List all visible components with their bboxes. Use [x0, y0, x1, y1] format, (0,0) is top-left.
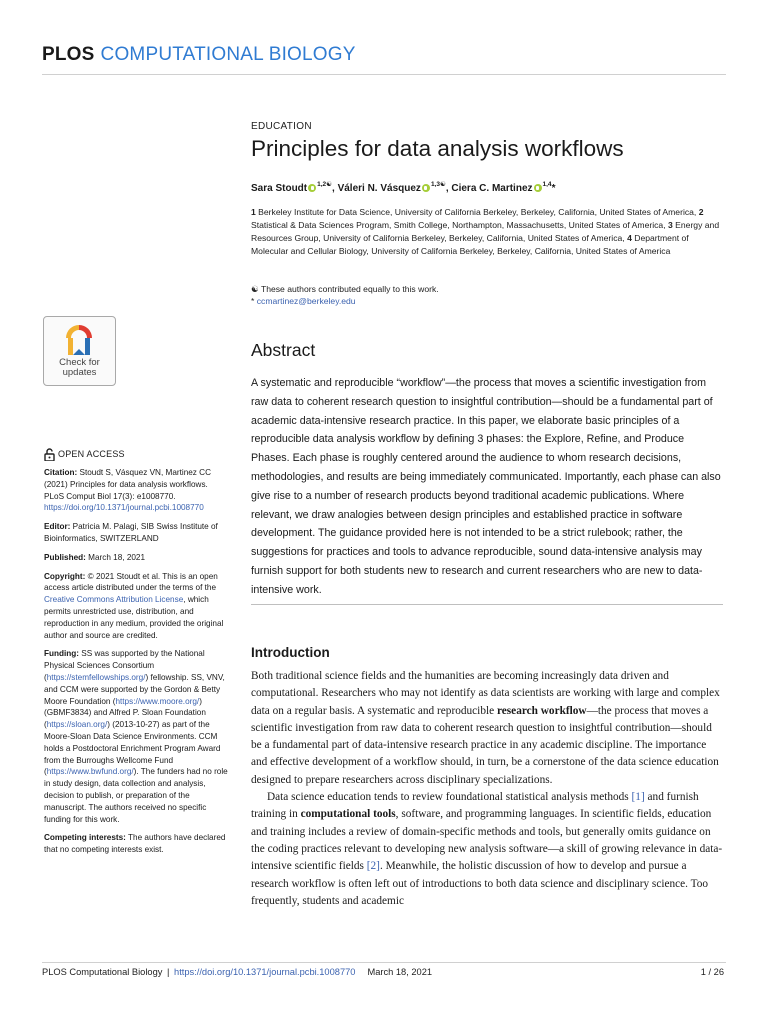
abstract-heading: Abstract [251, 340, 316, 360]
open-access-label [44, 448, 230, 461]
citation-block [44, 467, 230, 514]
author-separator: , [445, 183, 452, 194]
funding-text: ). The funders had no role in study design, data collection and analysis, decision to publish, or preparation of the manuscript. The authors received no specific funding for this work. [44, 767, 228, 824]
published-label: Published: [44, 552, 86, 562]
intro-text: —the process that moves a scientific investigation from raw data to coherent research question to insightful contribution—should be a fundamental part of data-intensive research practice in any academic discipline. The importance and effective development of a workflow should, in turn, be a cornerstone of the data science education designed to prepare researchers across disciplinary specializations. [251, 704, 719, 786]
intro-text: . Meanwhile, the holistic discussion of how to develop and pursue a research workflow is often left out of introductions to both data science and disciplinary science. Too frequently, students and academic [251, 860, 709, 907]
equal-contribution-text: These authors contributed equally to this work. [260, 284, 439, 294]
intro-text: , software, and programming languages. In scientific fields, education and training includes a review of domain-specific methods and tools, but generally omits guidance on the coding practices relevant to developing new analysis software—a skill of growing relevance in data-intensive scientific fields [251, 808, 723, 873]
orcid-icon[interactable] [534, 184, 542, 192]
citation-text: Stoudt S, Vásquez VN, Martinez CC (2021) Principles for data analysis workflows. PLoS Comput Biol 17(3): e1008770. [44, 468, 211, 501]
citation-doi-link[interactable]: https://doi.org/10.1371/journal.pcbi.1008770 [44, 503, 204, 513]
journal-name: COMPUTATIONAL BIOLOGY [100, 44, 356, 65]
reference-link[interactable]: [2] [366, 860, 380, 873]
copyright-label: Copyright: [44, 571, 86, 581]
competing-interests-text: The authors have declared that no competing interests exist. [44, 833, 226, 855]
affiliation-number: 4 [627, 233, 632, 243]
citation-label: Citation: [44, 468, 78, 477]
competing-interests-block [44, 832, 230, 856]
orcid-icon[interactable] [308, 184, 316, 192]
affiliation-number: 1 [251, 207, 256, 217]
editor-label: Editor: [44, 522, 71, 532]
footer-date: March 18, 2021 [367, 967, 433, 977]
email-mark: * [251, 296, 255, 306]
check-updates-line2: updates [62, 367, 97, 378]
check-updates-icon [64, 323, 94, 357]
abstract-text: A systematic and reproducible “workflow”—the process that moves a scientific investigation from raw data to coherent research question to insightful contribution—should be a fundamental part of academic data-intensive research practice. In this paper, we elaborate basic principles of a reproducible data analysis workflow by defining 3 phases: the Explore, Refine, and Produce Phases. Each phase is roughly centered around the audience to whom research decisions, methodologies, and results are being immediately communicated. Importantly, each phase can also give rise to a number of research products beyond traditional academic publications. Where relevant, we draw analogies between design principles and established practice in software development. The guidance provided here is not intended to be a strict rulebook; rather, the suggestions for practices and tools to advance reproducible, sound data-intensive analysis may furnish support for both students new to research and current researchers who are new to data-intensive work. [251, 377, 721, 596]
author-notes [251, 283, 721, 307]
intro-paragraph-2 [251, 789, 723, 910]
intro-paragraph-1 [251, 668, 723, 789]
footer-divider [42, 962, 726, 963]
footer-citation [42, 967, 432, 977]
author-list [251, 180, 555, 194]
author-affiliation-marks: 1,2☯ [317, 181, 332, 188]
reference-link[interactable]: [1] [631, 791, 645, 804]
footer-separator: | [167, 967, 170, 977]
funding-link[interactable]: https://www.bwfund.org/ [46, 767, 134, 777]
journal-brand: PLOS [42, 44, 95, 65]
journal-header [42, 44, 356, 66]
check-updates-line1: Check for [59, 357, 100, 368]
competing-interests-label: Competing interests: [44, 833, 126, 843]
author-affiliation-marks: 1,4 [542, 181, 552, 188]
copyright-block [44, 571, 230, 642]
open-access-text: OPEN ACCESS [58, 448, 125, 459]
intro-bold-term: computational tools [300, 808, 396, 821]
published-date: March 18, 2021 [88, 552, 146, 562]
editor-block [44, 521, 230, 545]
article-title: Principles for data analysis workflows [251, 136, 624, 161]
affiliation-text: Department of Molecular and Cellular Biology, University of California Berkeley, Berkeley, California, United States of America [251, 233, 689, 256]
equal-contribution-note [251, 283, 721, 295]
equal-contribution-icon: ☯ [251, 284, 259, 294]
author-affiliation-marks: 1,3☯ [430, 181, 446, 188]
funding-block [44, 648, 230, 825]
affiliation-number: 2 [698, 207, 704, 217]
check-for-updates-badge[interactable] [43, 316, 116, 386]
copyright-text: , which permits unrestricted use, distribution, and reproduction in any medium, provided the original author and source are credited. [44, 595, 224, 640]
author-name[interactable]: Ciera C. Martinez [451, 183, 533, 194]
affiliation-text: Berkeley Institute for Data Science, University of California Berkeley, Berkeley, California, United States of America, [258, 207, 697, 217]
footer-doi-link[interactable]: https://doi.org/10.1371/journal.pcbi.1008770 [174, 967, 356, 977]
funding-text: ) (GBMF3834) and Alfred P. Sloan Foundation ( [44, 696, 206, 730]
copyright-text: © 2021 Stoudt et al. This is an open access article distributed under the terms of the [44, 571, 218, 593]
article-info-sidebar [44, 448, 230, 863]
corresponding-mark: * [551, 183, 556, 194]
affiliation-number: 3 [667, 220, 673, 230]
affiliation-text: Statistical & Data Sciences Program, Smith College, Northampton, Massachusetts, United States of America, [251, 220, 666, 230]
intro-text: and furnish training in [251, 791, 699, 821]
intro-text: Both traditional science fields and the humanities are becoming increasingly data driven and computational. Researchers who may not identify as data scientists are working with large and complex data on a regular basis. A systematic and reproducible [251, 670, 720, 717]
header-divider [42, 74, 726, 75]
open-lock-icon [44, 448, 55, 461]
author-name[interactable]: Sara Stoudt [251, 183, 308, 194]
editor-text: Patricia M. Palagi, SIB Swiss Institute of Bioinformatics, SWITZERLAND [44, 522, 218, 543]
intro-bold-term: research workflow [496, 704, 587, 717]
intro-text: Data science education tends to review foundational statistical analysis methods [267, 791, 632, 804]
funding-text: ) (2013-10-27) as part of the Moore-Sloan Data Science Environments. CCM holds a Postdoctoral Enrichment Program Award from the Burroughs Wellcome Fund ( [44, 720, 221, 777]
article-type: EDUCATION [251, 121, 312, 132]
affiliations [251, 206, 721, 258]
published-block [44, 552, 230, 564]
funding-link[interactable]: https://stemfellowships.org/ [46, 672, 146, 682]
funding-label: Funding: [44, 649, 80, 659]
abstract-divider [251, 604, 723, 605]
funding-link[interactable]: https://www.moore.org/ [115, 696, 200, 706]
license-link[interactable]: Creative Commons Attribution License [44, 595, 184, 605]
author-name[interactable]: Váleri N. Vásquez [337, 183, 421, 194]
author-separator: , [332, 183, 338, 194]
funding-text: ) fellowship. SS, VNV, and CCM were supported by the Gordon & Betty Moore Foundation ( [44, 672, 225, 706]
corresponding-email-link[interactable]: ccmartinez@berkeley.edu [256, 296, 356, 306]
orcid-icon[interactable] [422, 184, 430, 192]
page-number: 1 / 26 [700, 967, 724, 977]
introduction-heading: Introduction [251, 645, 330, 660]
introduction-body [251, 668, 723, 910]
funding-link[interactable]: https://sloan.org/ [46, 720, 108, 730]
affiliation-text: Energy and Resources Group, University of California Berkeley, Berkeley, California, United States of America, [251, 220, 720, 243]
corresponding-email-note [251, 295, 721, 307]
funding-text: SS was supported by the National Physical Sciences Consortium ( [44, 649, 205, 682]
footer-journal: PLOS Computational Biology [42, 967, 163, 977]
